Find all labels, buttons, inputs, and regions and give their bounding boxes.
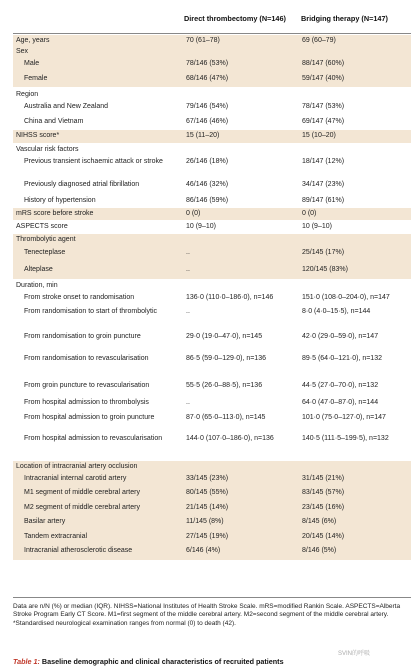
- cell-direct-thrombectomy: 6/146 (4%): [186, 547, 221, 554]
- cell-bridging-therapy: 140·5 (111·5–199·5), n=132: [302, 435, 389, 442]
- cell-direct-thrombectomy: 26/146 (18%): [186, 158, 229, 165]
- column-header-bridging-therapy: Bridging therapy (N=147): [301, 14, 388, 23]
- row-label: Thrombolytic agent: [16, 236, 76, 243]
- row-label: Sex: [16, 48, 29, 55]
- table-group-row: [13, 280, 411, 291]
- cell-direct-thrombectomy: 86·5 (59·0–129·0), n=136: [186, 355, 266, 362]
- cell-bridging-therapy: 8·0 (4·0–15·5), n=144: [302, 308, 371, 315]
- row-label: Previous transient ischaemic attack or stroke: [24, 158, 163, 165]
- table-row: [13, 501, 411, 515]
- cell-bridging-therapy: 59/147 (40%): [302, 75, 345, 82]
- cell-direct-thrombectomy: 67/146 (46%): [186, 118, 229, 125]
- cell-bridging-therapy: 69 (60–79): [302, 37, 336, 44]
- row-label: Intracranial internal carotid artery: [24, 475, 127, 482]
- table-bottom-rule: [13, 597, 411, 598]
- cell-direct-thrombectomy: 144·0 (107·0–186·0), n=136: [186, 435, 274, 442]
- table-row: [13, 178, 411, 194]
- cell-direct-thrombectomy: 87·0 (65·0–113·0), n=145: [186, 414, 266, 421]
- table-row: [13, 486, 411, 501]
- cell-bridging-therapy: 8/145 (6%): [302, 518, 337, 525]
- cell-bridging-therapy: 69/147 (47%): [302, 118, 345, 125]
- row-label: From hospital admission to groin puncture: [24, 414, 155, 421]
- table-row: [13, 246, 411, 263]
- cell-direct-thrombectomy: ..: [186, 266, 190, 273]
- row-label: History of hypertension: [24, 197, 96, 204]
- cell-direct-thrombectomy: 78/146 (53%): [186, 60, 229, 67]
- cell-direct-thrombectomy: 79/146 (54%): [186, 103, 229, 110]
- table-row: [13, 100, 411, 115]
- table-row: [13, 530, 411, 544]
- table-group-row: [13, 461, 411, 472]
- table-group-row: [13, 144, 411, 155]
- cell-bridging-therapy: 20/145 (14%): [302, 533, 345, 540]
- cell-direct-thrombectomy: 55·5 (26·0–88·5), n=136: [186, 382, 263, 389]
- row-label: Location of intracranial artery occlusion: [16, 463, 138, 470]
- cell-bridging-therapy: 83/145 (57%): [302, 489, 345, 496]
- table-row: [13, 115, 411, 130]
- table-row: [13, 411, 411, 432]
- cell-bridging-therapy: 15 (10–20): [302, 132, 336, 139]
- cell-direct-thrombectomy: 86/146 (59%): [186, 197, 229, 204]
- cell-bridging-therapy: 18/147 (12%): [302, 158, 345, 165]
- table-group-row: [13, 130, 411, 143]
- cell-direct-thrombectomy: 33/145 (23%): [186, 475, 229, 482]
- table-group-row: [13, 221, 411, 233]
- table-caption: [13, 657, 411, 666]
- cell-bridging-therapy: 25/145 (17%): [302, 249, 345, 256]
- cell-direct-thrombectomy: 11/145 (8%): [186, 518, 224, 525]
- row-label: M2 segment of middle cerebral artery: [24, 504, 140, 511]
- row-label: Tenecteplase: [24, 249, 66, 256]
- row-label: Female: [24, 75, 48, 82]
- table-row: [13, 396, 411, 411]
- table-group-row: [13, 46, 411, 57]
- table-group-row: [13, 89, 411, 100]
- table-row: [13, 472, 411, 486]
- row-label: Alteplase: [24, 266, 53, 273]
- cell-direct-thrombectomy: 29·0 (19·0–47·0), n=145: [186, 333, 263, 340]
- table-group-row: [13, 35, 411, 46]
- cell-direct-thrombectomy: 68/146 (47%): [186, 75, 229, 82]
- table-row: [13, 263, 411, 279]
- cell-bridging-therapy: 151·0 (108·0–204·0), n=147: [302, 294, 390, 301]
- table-row: [13, 305, 411, 330]
- cell-bridging-therapy: 8/146 (5%): [302, 547, 337, 554]
- cell-direct-thrombectomy: 46/146 (32%): [186, 181, 229, 188]
- row-label: Male: [24, 60, 40, 67]
- cell-bridging-therapy: 10 (9–10): [302, 223, 332, 230]
- table-row: [13, 515, 411, 530]
- row-label: Previously diagnosed atrial fibrillation: [24, 181, 140, 188]
- cell-bridging-therapy: 89·5 (64·0–121·0), n=132: [302, 355, 382, 362]
- cell-bridging-therapy: 31/145 (21%): [302, 475, 345, 482]
- cell-direct-thrombectomy: 136·0 (110·0–186·0), n=146: [186, 294, 274, 301]
- table-row: [13, 155, 411, 177]
- header-rule: [13, 33, 411, 34]
- caption-label: Table 1:: [13, 657, 40, 666]
- cell-bridging-therapy: 120/145 (83%): [302, 266, 348, 273]
- cell-bridging-therapy: 34/147 (23%): [302, 181, 345, 188]
- row-label: From randomisation to start of thrombolytic: [24, 308, 158, 315]
- cell-direct-thrombectomy: 10 (9–10): [186, 223, 216, 230]
- row-label: Vascular risk factors: [16, 146, 79, 153]
- table-header: [0, 0, 419, 34]
- row-label: Australia and New Zealand: [24, 103, 109, 110]
- table-row: [13, 432, 411, 460]
- cell-bridging-therapy: 0 (0): [302, 210, 317, 217]
- row-label: From randomisation to revascularisation: [24, 355, 149, 362]
- cell-bridging-therapy: 44·5 (27·0–70·0), n=132: [302, 382, 379, 389]
- row-label: Basilar artery: [24, 518, 66, 525]
- table-group-row: [13, 234, 411, 246]
- cell-bridging-therapy: 78/147 (53%): [302, 103, 345, 110]
- cell-bridging-therapy: 101·0 (75·0–127·0), n=147: [302, 414, 386, 421]
- cell-bridging-therapy: 42·0 (29·0–59·0), n=147: [302, 333, 379, 340]
- row-label: Region: [16, 91, 39, 98]
- cell-bridging-therapy: 89/147 (61%): [302, 197, 345, 204]
- row-label: From groin puncture to revascularisation: [24, 382, 150, 389]
- table-row: [13, 194, 411, 207]
- table-row: [13, 379, 411, 396]
- table-row: [13, 330, 411, 352]
- cell-direct-thrombectomy: ..: [186, 249, 190, 256]
- row-label: From hospital admission to thrombolysis: [24, 399, 149, 406]
- watermark: SVIN的呼吸: [338, 651, 371, 657]
- row-label: Intracranial atherosclerotic disease: [24, 547, 133, 554]
- column-header-direct-thrombectomy: Direct thrombectomy (N=146): [184, 14, 286, 23]
- row-label: From hospital admission to revascularisation: [24, 435, 163, 442]
- table-row: [13, 291, 411, 305]
- cell-direct-thrombectomy: 70 (61–78): [186, 37, 220, 44]
- row-label: NIHSS score*: [16, 132, 60, 139]
- row-label: From stroke onset to randomisation: [24, 294, 135, 301]
- row-label: China and Vietnam: [24, 118, 84, 125]
- cell-direct-thrombectomy: 80/145 (55%): [186, 489, 229, 496]
- row-label: ASPECTS score: [16, 223, 68, 230]
- cell-bridging-therapy: 88/147 (60%): [302, 60, 345, 67]
- row-label: M1 segment of middle cerebral artery: [24, 489, 140, 496]
- characteristics-table: [13, 35, 411, 561]
- table-group-row: [13, 208, 411, 220]
- cell-direct-thrombectomy: 21/145 (14%): [186, 504, 229, 511]
- row-label: Age, years: [16, 37, 50, 44]
- row-label: From randomisation to groin puncture: [24, 333, 141, 340]
- cell-bridging-therapy: 64·0 (47·0–87·0), n=144: [302, 399, 379, 406]
- cell-direct-thrombectomy: 15 (11–20): [186, 132, 220, 139]
- row-label: Duration, min: [16, 282, 58, 289]
- table-row: [13, 72, 411, 87]
- row-label: Tandem extracranial: [24, 533, 88, 540]
- caption-text: Baseline demographic and clinical characteristics of recruited patients: [41, 657, 284, 666]
- cell-direct-thrombectomy: ..: [186, 399, 190, 406]
- table-row: [13, 57, 411, 72]
- cell-direct-thrombectomy: 27/145 (19%): [186, 533, 229, 540]
- row-label: mRS score before stroke: [16, 210, 94, 217]
- table-footnote: Data are n/N (%) or median (IQR). NIHSS=National Institutes of Health Stroke Scale. mRS=modified Rankin Scale. ASPECTS=Alberta Stroke Program Early CT Score. M1=first segment of the middle cerebral artery. M2=second segment of the middle cerebral artery. *Standardised neurological examination ranges from normal (0) to death (42).: [13, 603, 401, 627]
- cell-direct-thrombectomy: 0 (0): [186, 210, 201, 217]
- table-row: [13, 352, 411, 379]
- cell-bridging-therapy: 23/145 (16%): [302, 504, 345, 511]
- cell-direct-thrombectomy: ..: [186, 308, 190, 315]
- table-row: [13, 544, 411, 560]
